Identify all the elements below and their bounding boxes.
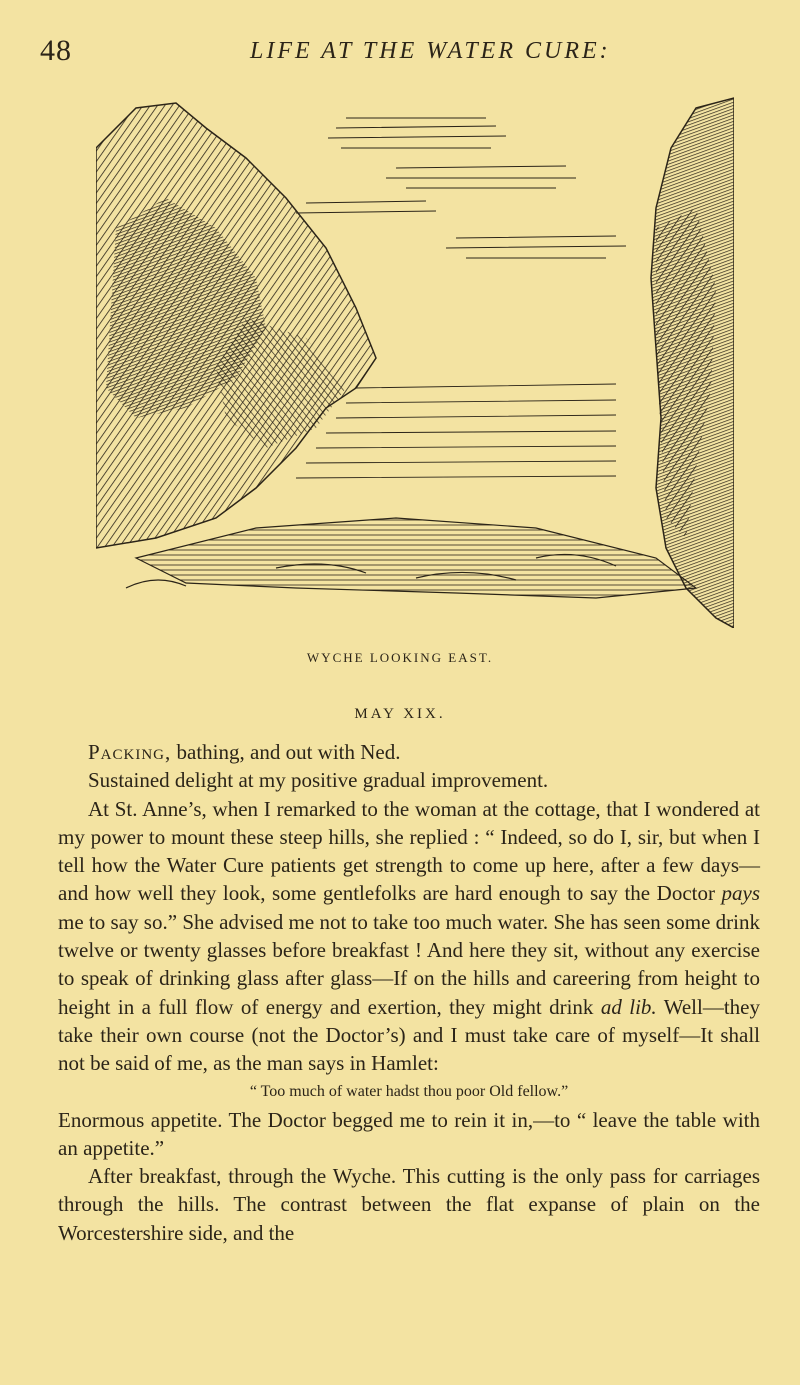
paragraph-4: Enormous appetite. The Doctor begged me to rein it in,—to “ leave the table with an appetite.” — [58, 1107, 760, 1160]
paragraph-3 — [58, 795, 760, 1078]
paragraph-3-emphasis-pays: pays — [721, 881, 760, 906]
chapter-heading: MAY XIX. — [354, 706, 446, 722]
sky-streaks — [296, 118, 626, 258]
paragraph-5: After breakfast, through the Wyche. This cutting is the only pass for carriages through the hills. The contrast between the flat expanse of plain on the Worcestershire side, and the — [58, 1164, 760, 1245]
body-text — [58, 738, 760, 1247]
paragraph-3-text-a: At St. Anne’s, when I remarked to the woman at the cottage, that I wondered at my power to mount these steep hills, she replied : “ Indeed, so do I, sir, but when I tell how the Water Cure patients get strength to come up here, after a few days— and how well they look, some gentlefolks are hard enough to say the Doctor — [58, 796, 760, 906]
distant-plain — [296, 384, 616, 478]
paragraph-3-text-b: me to say so.” She advised me not to take too much water. She has seen some drink twelve or twenty glasses before breakfast ! And here they sit, without any exercise to speak of drinking glass after glass—If on the hills and careering from height to height in a full flow of energy and exertion, they might drink — [58, 909, 760, 1019]
page-number: 48 — [40, 34, 72, 67]
wyche-engraving — [96, 88, 734, 628]
paragraph-2: Sustained delight at my positive gradual improvement. — [88, 768, 549, 793]
paragraph-3-text-c: Well—they take their own course (not the Doctor’s) and I must take care of myself—It shall not be said of me, as the man says in Hamlet: — [58, 994, 761, 1076]
hamlet-quote: “ Too much of water hadst thou poor Old fellow.” — [249, 1082, 569, 1100]
running-head: LIFE AT THE WATER CURE: — [250, 38, 611, 64]
paragraph-1-text: bathing, and out with Ned. — [171, 740, 401, 764]
foreground-road — [136, 518, 696, 598]
plate-caption: WYCHE LOOKING EAST. — [306, 650, 494, 665]
lead-word: Packing, — [88, 740, 172, 764]
paragraph-1 — [58, 738, 760, 766]
paragraph-3-emphasis-ad-lib: ad lib. — [600, 994, 657, 1019]
